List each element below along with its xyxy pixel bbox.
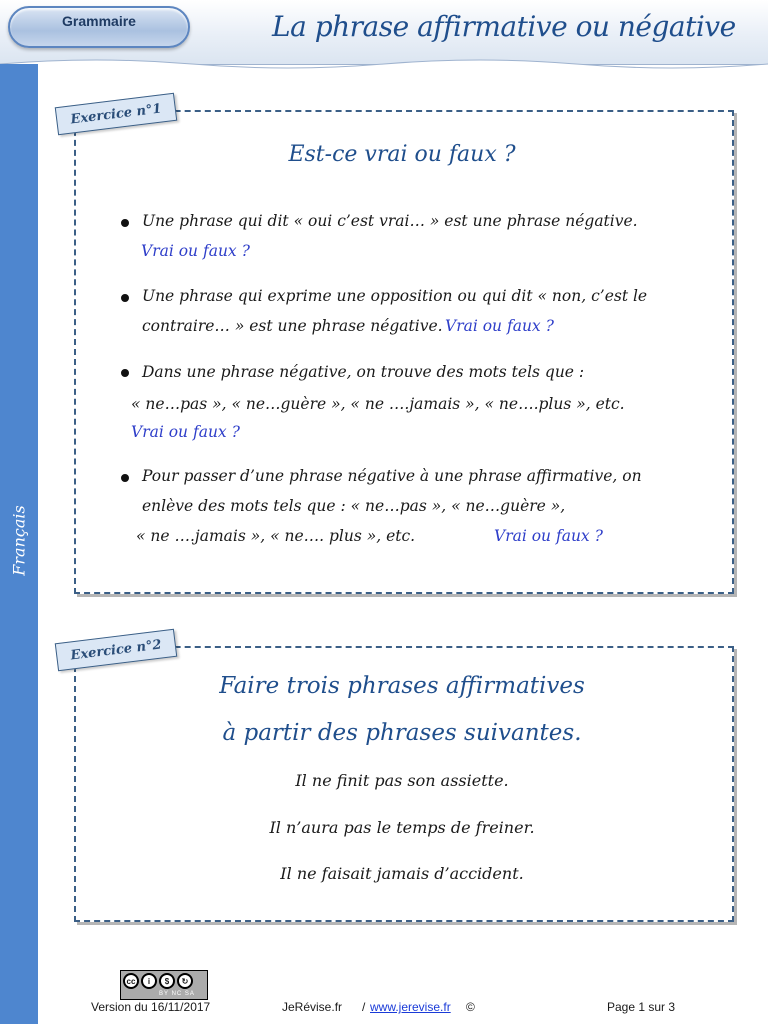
subject-label-text: Français [9,504,29,576]
by-icon: i [141,973,157,989]
bullet-icon [121,474,129,482]
statement-4-answer: Vrai ou faux ? [494,527,603,545]
site-name: JeRévise.fr [282,1000,343,1014]
statement-3-answer: Vrai ou faux ? [131,423,240,441]
page-title: La phrase affirmative ou négative [272,10,736,43]
bullet-icon [121,219,129,227]
statement-1-answer: Vrai ou faux ? [141,242,250,260]
statement-4-line-1: Pour passer d’une phrase négative à une phrase affirmative, on [142,467,642,485]
site-link[interactable]: www.jerevise.fr [370,1000,451,1014]
cc-icon: cc [123,973,139,989]
statement-4-line-2: enlève des mots tels que : « ne…pas », « ne…guère », [142,497,566,515]
statement-3-line-1: Dans une phrase négative, on trouve des mots tels que : [142,363,585,381]
footer-separator: / [362,1000,366,1014]
page-number: Page 1 sur 3 [607,1000,676,1014]
bullet-icon [121,294,129,302]
license-text: BY NC SA [159,991,195,997]
exercise2-title-line-1: Faire trois phrases affirmatives [219,673,585,699]
sentence-2: Il n’aura pas le temps de freiner. [269,818,535,837]
copyright-symbol: © [466,1000,475,1014]
subject-label [2,500,36,580]
exercise2-tag-label: Exercice n°2 [69,636,163,664]
statement-3-line-2: « ne…pas », « ne…guère », « ne ….jamais », « ne….plus », etc. [131,395,625,413]
exercise1-tag-label: Exercice n°1 [69,100,163,128]
statement-1-line-1: Une phrase qui dit « oui c’est vrai… » est une phrase négative. [142,212,638,230]
sentence-3: Il ne faisait jamais d’accident. [280,864,524,883]
exercise2-title-line-2: à partir des phrases suivantes. [222,720,582,746]
nc-icon: $ [159,973,175,989]
category-badge [8,6,190,48]
version-date: Version du 16/11/2017 [91,1000,211,1014]
category-label: Grammaire [62,13,136,29]
sa-icon: ↻ [177,973,193,989]
creative-commons-license-icon [120,970,208,1000]
statement-2-answer: Vrai ou faux ? [445,317,554,335]
exercise1-box [74,110,734,594]
statement-4-line-3: « ne ….jamais », « ne…. plus », etc. [136,527,416,545]
bullet-icon [121,369,129,377]
statement-2-line-2: contraire… » est une phrase négative. [142,317,443,335]
header-wave [0,56,768,72]
exercise1-title: Est-ce vrai ou faux ? [288,142,516,167]
sentence-1: Il ne finit pas son assiette. [295,771,509,790]
statement-2-line-1: Une phrase qui exprime une opposition ou qui dit « non, c’est le [142,287,648,305]
